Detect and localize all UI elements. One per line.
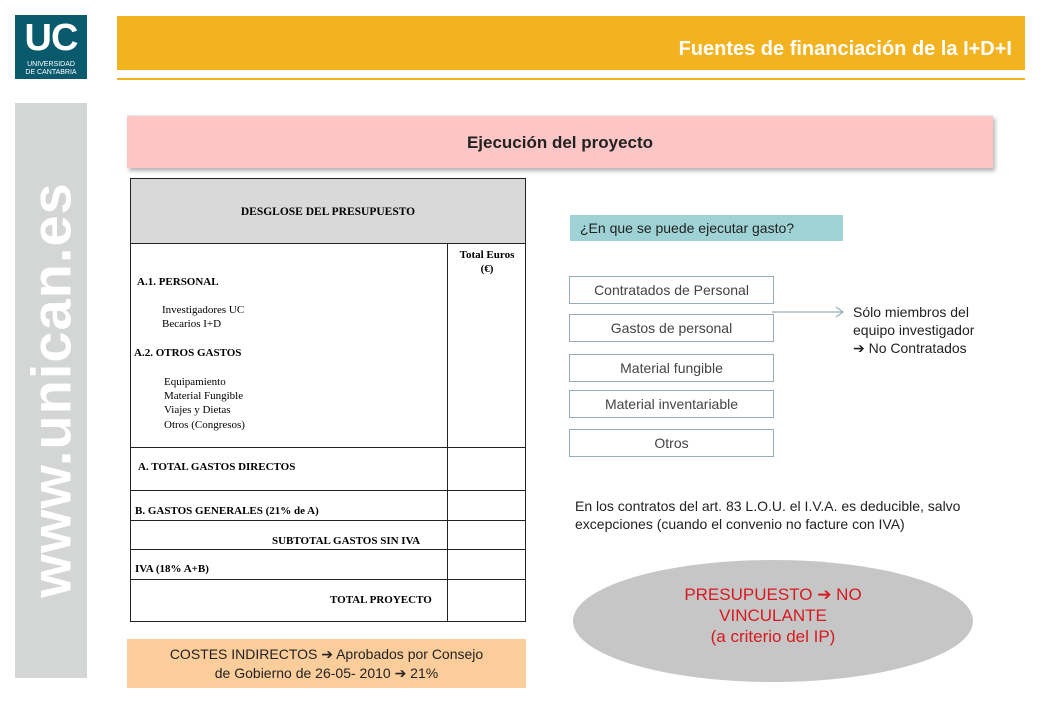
expense-item-material-inventariable: Material inventariable [569,390,774,418]
row-item: Viajes y Dietas [164,404,231,416]
row-item: Material Fungible [164,390,244,402]
row-subtotal: SUBTOTAL GASTOS SIN IVA [272,535,421,547]
presupuesto-text [573,584,973,647]
university-logo [15,15,87,79]
row-total-proyecto: TOTAL PROYECTO [330,594,432,606]
row-item: Becarios I+D [162,318,222,330]
note-line2: equipo investigador [853,322,975,338]
table-rule [130,520,526,521]
row-total-directos: A. TOTAL GASTOS DIRECTOS [138,461,296,473]
expense-item-otros: Otros [569,429,774,457]
presupuesto-line1: PRESUPUESTO ➔ NO [684,585,862,604]
page-title: Fuentes de financiación de la I+D+I [678,38,1012,60]
table-rule [130,490,526,491]
table-rule [130,549,526,550]
section-title: Ejecución del proyecto [127,115,993,168]
row-item: Equipamiento [164,376,226,388]
logo-line2: DE CANTABRIA [25,69,77,76]
note-line3: ➔ No Contratados [853,340,967,356]
row-item: Investigadores UC [162,304,245,316]
row-iva: IVA (18% A+B) [135,563,209,575]
table-rule [130,579,526,580]
logo-letters: UC [24,17,78,59]
total-column-unit: (€) [480,263,494,275]
costes-line2: de Gobierno de 26-05- 2010 ➔ 21% [214,665,439,681]
personal-note [853,303,974,357]
table-rule [130,621,526,622]
presupuesto-line2: VINCULANTE [719,606,827,625]
costes-indirectos-note [127,639,526,688]
table-border-right [525,244,526,622]
header-divider [117,78,1025,80]
arrow-connector-icon [770,304,850,320]
side-url: www.unican.es [19,182,83,598]
expense-item-material-fungible: Material fungible [569,354,774,382]
row-gastos-generales: B. GASTOS GENERALES (21% de A) [135,505,319,517]
table-column-divider [447,244,448,622]
table-rule [130,447,526,448]
question-label: ¿En que se puede ejecutar gasto? [570,215,843,241]
iva-note: En los contratos del art. 83 L.O.U. el I.V.A. es deducible, salvo excepciones (cuando el convenio no facture con IVA) [575,498,961,532]
row-a2-otros-gastos: A.2. OTROS GASTOS [134,347,242,359]
logo-line1: UNIVERSIDAD [27,61,75,68]
row-a1-personal: A.1. PERSONAL [137,276,219,288]
presupuesto-line3: (a criterio del IP) [710,627,836,646]
budget-title: DESGLOSE DEL PRESUPUESTO [240,206,416,218]
expense-item-gastos-personal: Gastos de personal [569,314,774,342]
note-line1: Sólo miembros del [853,304,969,320]
row-item: Otros (Congresos) [164,419,245,431]
table-border-left [130,244,131,622]
expense-item-contratados: Contratados de Personal [569,276,774,304]
total-column-label: Total Euros [459,249,515,261]
costes-line1: COSTES INDIRECTOS ➔ Aprobados por Consejo [169,646,484,662]
